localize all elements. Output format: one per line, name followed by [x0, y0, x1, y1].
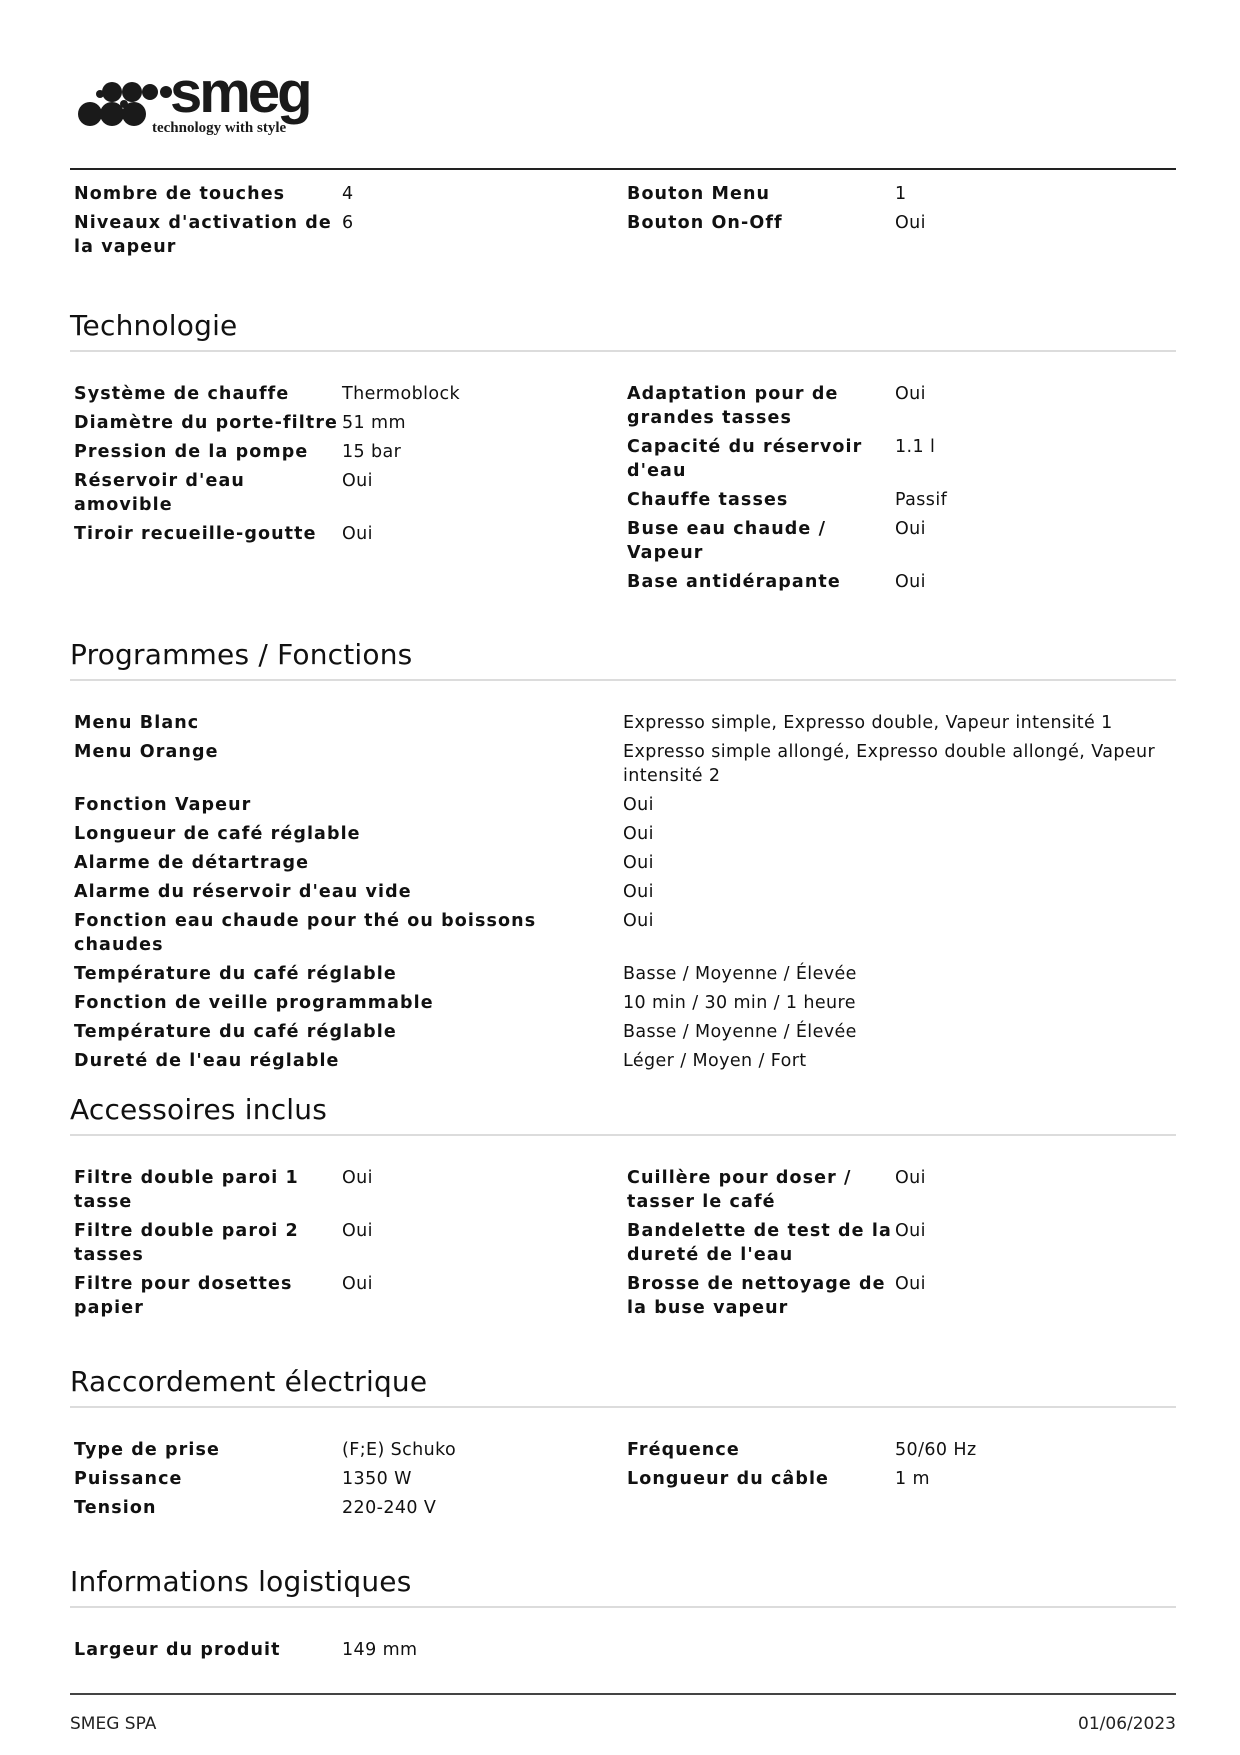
section-divider	[70, 679, 1176, 681]
section-divider	[70, 1134, 1176, 1136]
spec-value: 220-240 V	[342, 1498, 437, 1518]
spec-label: Pression de la pompe	[74, 442, 309, 462]
spec-row	[70, 822, 1176, 846]
spec-row	[623, 1272, 1176, 1320]
spec-row	[70, 909, 1176, 957]
section-title: Informations logistiques	[70, 1565, 412, 1598]
spec-label: Fréquence	[627, 1440, 740, 1460]
spec-row	[70, 1166, 623, 1214]
spec-value: 1350 W	[342, 1469, 412, 1489]
spec-row	[70, 880, 1176, 904]
spec-row	[70, 1049, 1176, 1073]
spec-value: Oui	[342, 471, 373, 491]
spec-label: Diamètre du porte-filtre	[74, 413, 339, 433]
spec-row	[623, 211, 1176, 235]
spec-row	[623, 1467, 1176, 1491]
spec-label: Bouton On-Off	[627, 213, 783, 233]
spec-row	[70, 411, 623, 435]
spec-value: Oui	[623, 795, 654, 815]
section-technologie	[70, 308, 1176, 599]
spec-value: Basse / Moyenne / Élevée	[623, 964, 857, 984]
footer-company: SMEG SPA	[70, 1714, 157, 1734]
spec-value: 50/60 Hz	[895, 1440, 977, 1460]
spec-label: Longueur du câble	[627, 1469, 830, 1489]
programmes-list	[70, 711, 1176, 1073]
spec-label: Type de prise	[74, 1440, 220, 1460]
spec-row	[70, 440, 623, 464]
spec-value: Oui	[342, 1168, 373, 1188]
section-programmes	[70, 637, 1176, 1078]
section-divider	[70, 350, 1176, 352]
smeg-logo	[76, 70, 396, 142]
section-accessoires	[70, 1092, 1176, 1325]
spec-value: Oui	[623, 882, 654, 902]
logo-tagline: technology with style	[152, 120, 287, 136]
spec-value: Oui	[623, 824, 654, 844]
spec-value: 10 min / 30 min / 1 heure	[623, 993, 856, 1013]
spec-label: Température du café réglable	[74, 964, 397, 984]
spec-row	[70, 1272, 623, 1320]
spec-row	[70, 211, 623, 259]
spec-label: Longueur de café réglable	[74, 824, 361, 844]
section-title: Accessoires inclus	[70, 1093, 328, 1126]
spec-label: Tiroir recueille-goutte	[74, 524, 317, 544]
footer-date: 01/06/2023	[1078, 1714, 1176, 1734]
spec-label: Filtre pour dosettes papier	[74, 1274, 293, 1318]
raccordement-left-column	[70, 1438, 623, 1525]
spec-value: Oui	[895, 213, 926, 233]
section-title: Technologie	[70, 309, 238, 342]
spec-value: Oui	[895, 1274, 926, 1294]
spec-row	[623, 517, 1176, 565]
spec-label: Alarme de détartrage	[74, 853, 310, 873]
spec-row	[70, 182, 623, 206]
spec-value: (F;E) Schuko	[342, 1440, 457, 1460]
spec-label: Filtre double paroi 1 tasse	[74, 1168, 299, 1212]
spec-label: Alarme du réservoir d'eau vide	[74, 882, 412, 902]
spec-row	[70, 991, 1176, 1015]
spec-row	[623, 1219, 1176, 1267]
smeg-logo-icon	[76, 70, 396, 142]
section-title: Programmes / Fonctions	[70, 638, 413, 671]
section-title: Raccordement électrique	[70, 1365, 428, 1398]
logistique-left-column	[70, 1638, 623, 1667]
spec-label: Capacité du réservoir d'eau	[627, 437, 863, 481]
spec-label: Fonction eau chaude pour thé ou boissons chaudes	[74, 911, 537, 955]
spec-row	[623, 1166, 1176, 1214]
spec-row	[623, 570, 1176, 594]
spec-label: Tension	[74, 1498, 157, 1518]
logistique-right-column	[623, 1638, 1176, 1667]
spec-value: Oui	[342, 1221, 373, 1241]
spec-row	[623, 382, 1176, 430]
spec-row	[70, 1638, 623, 1662]
spec-label: Nombre de touches	[74, 184, 286, 204]
header-divider	[70, 168, 1176, 170]
spec-row	[70, 1438, 623, 1462]
spec-value: Oui	[895, 572, 926, 592]
page-footer	[70, 1714, 1176, 1734]
spec-label: Bouton Menu	[627, 184, 771, 204]
spec-label: Buse eau chaude / Vapeur	[627, 519, 827, 563]
spec-value: 4	[342, 184, 354, 204]
spec-value: Oui	[895, 519, 926, 539]
spec-label: Cuillère pour doser / tasser le café	[627, 1168, 852, 1212]
spec-label: Température du café réglable	[74, 1022, 397, 1042]
spec-label: Menu Orange	[74, 742, 219, 762]
spec-label: Chauffe tasses	[627, 490, 789, 510]
spec-value: 6	[342, 213, 354, 233]
spec-row	[70, 1020, 1176, 1044]
spec-value: 149 mm	[342, 1640, 418, 1660]
spec-row	[70, 522, 623, 546]
logo-wordmark: smeg	[170, 70, 310, 125]
spec-row	[70, 1219, 623, 1267]
spec-row	[70, 793, 1176, 817]
spec-label: Niveaux d'activation de la vapeur	[74, 213, 332, 257]
section-raccordement	[70, 1364, 1176, 1525]
controls-left-column	[70, 182, 623, 264]
spec-label: Réservoir d'eau amovible	[74, 471, 245, 515]
spec-value: 1 m	[895, 1469, 930, 1489]
spec-row	[70, 382, 623, 406]
spec-label: Bandelette de test de la dureté de l'eau	[627, 1221, 892, 1265]
section-divider	[70, 1606, 1176, 1608]
spec-row	[70, 962, 1176, 986]
spec-label: Fonction Vapeur	[74, 795, 252, 815]
spec-value: Passif	[895, 490, 948, 510]
spec-value: Léger / Moyen / Fort	[623, 1051, 807, 1071]
spec-value: 1	[895, 184, 907, 204]
technologie-left-column	[70, 382, 623, 599]
spec-label: Base antidérapante	[627, 572, 841, 592]
spec-row	[70, 740, 1176, 788]
spec-label: Dureté de l'eau réglable	[74, 1051, 340, 1071]
spec-value: Expresso simple, Expresso double, Vapeur intensité 1	[623, 713, 1113, 733]
spec-label: Largeur du produit	[74, 1640, 281, 1660]
spec-value: 51 mm	[342, 413, 406, 433]
raccordement-right-column	[623, 1438, 1176, 1525]
spec-row	[70, 711, 1176, 735]
spec-row	[70, 1467, 623, 1491]
spec-value: Oui	[623, 911, 654, 931]
spec-row	[70, 469, 623, 517]
accessoires-right-column	[623, 1166, 1176, 1325]
spec-row	[623, 182, 1176, 206]
spec-value: Oui	[895, 384, 926, 404]
spec-label: Puissance	[74, 1469, 183, 1489]
spec-value: Oui	[342, 1274, 373, 1294]
section-divider	[70, 1406, 1176, 1408]
spec-value: Oui	[623, 853, 654, 873]
spec-label: Menu Blanc	[74, 713, 200, 733]
spec-label: Adaptation pour de grandes tasses	[627, 384, 839, 428]
spec-value: 15 bar	[342, 442, 402, 462]
spec-row	[70, 1496, 623, 1520]
controls-right-column	[623, 182, 1176, 264]
technologie-right-column	[623, 382, 1176, 599]
spec-value: Basse / Moyenne / Élevée	[623, 1022, 857, 1042]
spec-row	[70, 851, 1176, 875]
spec-value: 1.1 l	[895, 437, 936, 457]
spec-value: Oui	[895, 1221, 926, 1241]
section-controls	[70, 182, 1176, 264]
spec-value: Oui	[342, 524, 373, 544]
section-logistique	[70, 1564, 1176, 1667]
footer-divider	[70, 1693, 1176, 1695]
spec-value: Expresso simple allongé, Expresso double allongé, Vapeur intensité 2	[623, 742, 1156, 786]
spec-row	[623, 1438, 1176, 1462]
spec-row	[623, 488, 1176, 512]
accessoires-left-column	[70, 1166, 623, 1325]
spec-label: Brosse de nettoyage de la buse vapeur	[627, 1274, 886, 1318]
spec-label: Système de chauffe	[74, 384, 290, 404]
spec-label: Fonction de veille programmable	[74, 993, 434, 1013]
spec-row	[623, 435, 1176, 483]
spec-label: Filtre double paroi 2 tasses	[74, 1221, 299, 1265]
spec-value: Thermoblock	[342, 384, 461, 404]
spec-value: Oui	[895, 1168, 926, 1188]
